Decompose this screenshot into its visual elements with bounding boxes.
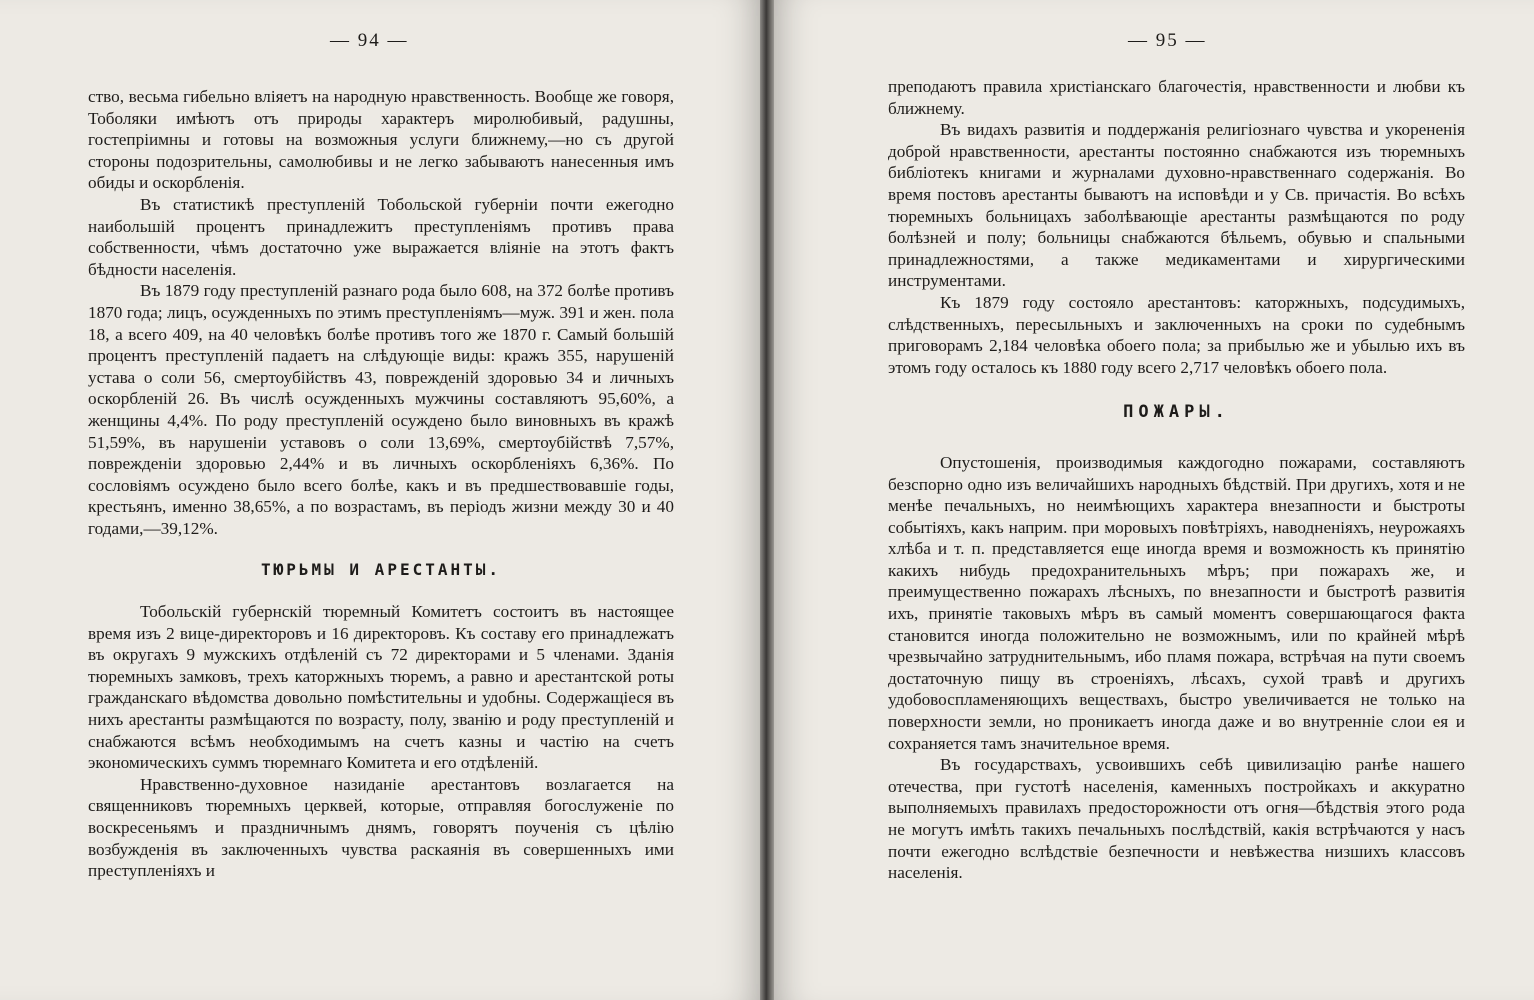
page-body	[888, 76, 1465, 884]
paragraph: преподаютъ правила христіанскаго благочестія, нравственности и любви къ ближнему.	[888, 77, 1465, 118]
paragraph: Нравственно-духовное назиданіе арестантовъ возлагается на священниковъ тюремныхъ церквей, которые, отправляя богослуженіе по воскресеньямъ и праздничнымъ днямъ, говорятъ поученія съ цѣлію возбужденія въ заключенныхъ чувства раскаянія въ совершенныхъ ими преступленіяхъ и	[88, 774, 674, 881]
left-page	[0, 0, 760, 1000]
paragraph: Въ статистикѣ преступленій Тобольской губерніи почти ежегодно наибольшій процентъ принадлежитъ преступленіямъ противъ права собственности, чѣмъ достаточно уже выражается вліяніе на этотъ фактъ бѣдности населенія.	[88, 194, 674, 279]
page-number: — 94 —	[330, 30, 409, 51]
right-page	[774, 0, 1534, 1000]
page-body	[88, 86, 674, 882]
section-heading: ТЮРЬМЫ И АРЕСТАНТЫ.	[260, 560, 502, 580]
paragraph: Тобольскій губернскій тюремный Комитетъ состоитъ въ настоящее время изъ 2 вице-директоровъ и 16 директоровъ. Къ составу его принадлежатъ въ округахъ 9 мужскихъ отдѣленій съ 72 директорами и 5 членами. Зданія тюремныхъ замковъ, трехъ каторжныхъ тюремъ, а равно и арестантской роты гражданскаго вѣдомства довольно помѣстительны и удобны. Содержащіеся въ нихъ арестанты размѣщаются по возрасту, полу, званію и роду преступленій и снабжаются всѣмъ необходимымъ на счетъ казны и частію на счетъ экономическихъ суммъ тюремнаго Комитета и его отдѣленій.	[88, 602, 674, 773]
paragraph: ство, весьма гибельно вліяетъ на народную нравственность. Вообще же говоря, Тоболяки имѣютъ отъ природы характеръ миролюбивый, радушны, гостепріимны и готовы на возможныя услуги ближнему,—но съ другой стороны подозрительны, самолюбивы и не легко забываютъ нанесенныя имъ обиды и оскорбленія.	[88, 87, 674, 193]
paragraph: Въ видахъ развитія и поддержанія религіознаго чувства и укорененія доброй нравственности, арестанты постоянно снабжаются изъ тюремныхъ библіотекъ книгами и журналами духовно-нравственнаго содержанія. Во время постовъ арестанты бываютъ на исповѣди и у Св. причастія. Во всѣхъ тюремныхъ больницахъ заболѣвающіе арестанты размѣщаются по роду болѣзней и полу; больницы снабжаются бѣльемъ, обувью и спальными принадлежностями, а также медикаментами и хирургическими инструментами.	[888, 120, 1465, 291]
section-heading: ПОЖАРЫ.	[1123, 402, 1230, 423]
book-gutter	[760, 0, 774, 1000]
paragraph: Въ государствахъ, усвоившихъ себѣ цивилизацію ранѣе нашего отечества, при густотѣ населенія, каменныхъ постройкахъ и аккуратно выполняемыхъ правилахъ предосторожности отъ огня—бѣдствія этого рода не могутъ имѣть такихъ печальныхъ послѣдствій, какія встрѣчаются у насъ почти ежегодно вслѣдствіе безпечности и невѣжества низшихъ классовъ населенія.	[888, 755, 1465, 883]
paragraph: Въ 1879 году преступленій разнаго рода было 608, на 372 болѣе противъ 1870 года; лицъ, осужденныхъ по этимъ преступленіямъ—муж. 391 и жен. пола 18, а всего 409, на 40 человѣкъ болѣе противъ того же 1870 г. Самый большій процентъ преступленій падаетъ на слѣдующіе виды: кражъ 355, нарушеній устава о соли 56, смертоубійствъ 43, поврежденій здоровью 34 и личныхъ оскорбленій 26. Въ числѣ осужденныхъ мужчины составляютъ 95,60%, а женщины 4,4%. По роду преступленій осуждено было виновныхъ въ кражѣ 51,59%, въ нарушеніи уставовъ о соли 13,69%, смертоубійствѣ 7,57%, поврежденіи здоровью 2,44% и въ личныхъ оскорбленіяхъ 6,36%. По сословіямъ осуждено было всего болѣе, какъ и въ предшествовавшіе годы, крестьянъ, именно 38,65%, а по возрастамъ, въ періодъ жизни между 30 и 40 годами,—39,12%.	[88, 281, 674, 538]
paragraph: Опустошенія, производимыя каждогодно пожарами, составляютъ безспорно одно изъ величайшихъ народныхъ бѣдствій. При другихъ, хотя и не менѣе печальныхъ, но неимѣющихъ характера внезапности и быстроты событіяхъ, какъ наприм. при моровыхъ повѣтріяхъ, наводненіяхъ, неурожаяхъ хлѣба и т. п. представляется еще иногда время и возможность къ принятію какихъ нибудь предохранительныхъ мѣръ; при пожарахъ же, и преимущественно пожарахъ лѣсныхъ, по внезапности и быстротѣ развитія ихъ, принятіе таковыхъ мѣръ въ самый моментъ совершающагося факта становится иногда положительно не возможнымъ, или по крайней мѣрѣ чрезвычайно затруднительнымъ, ибо пламя пожара, встрѣчая на пути своемъ достаточную пищу въ строеніяхъ, лѣсахъ, сухой травѣ и другихъ удобовоспламеняющихъ веществахъ, быстро увеличивается не только на поверхности земли, но проникаетъ иногда даже и во внутренніе слои ея и сохраняется тамъ значительное время.	[888, 452, 1465, 753]
paragraph: Къ 1879 году состояло арестантовъ: каторжныхъ, подсудимыхъ, слѣдственныхъ, пересыльныхъ и заключенныхъ на сроки по судебнымъ приговорамъ 2,184 человѣка обоего пола; за прибылью же и убылью ихъ въ этомъ году осталось къ 1880 году всего 2,717 человѣкъ обоего пола.	[888, 292, 1465, 377]
page-number: — 95 —	[1128, 30, 1207, 51]
